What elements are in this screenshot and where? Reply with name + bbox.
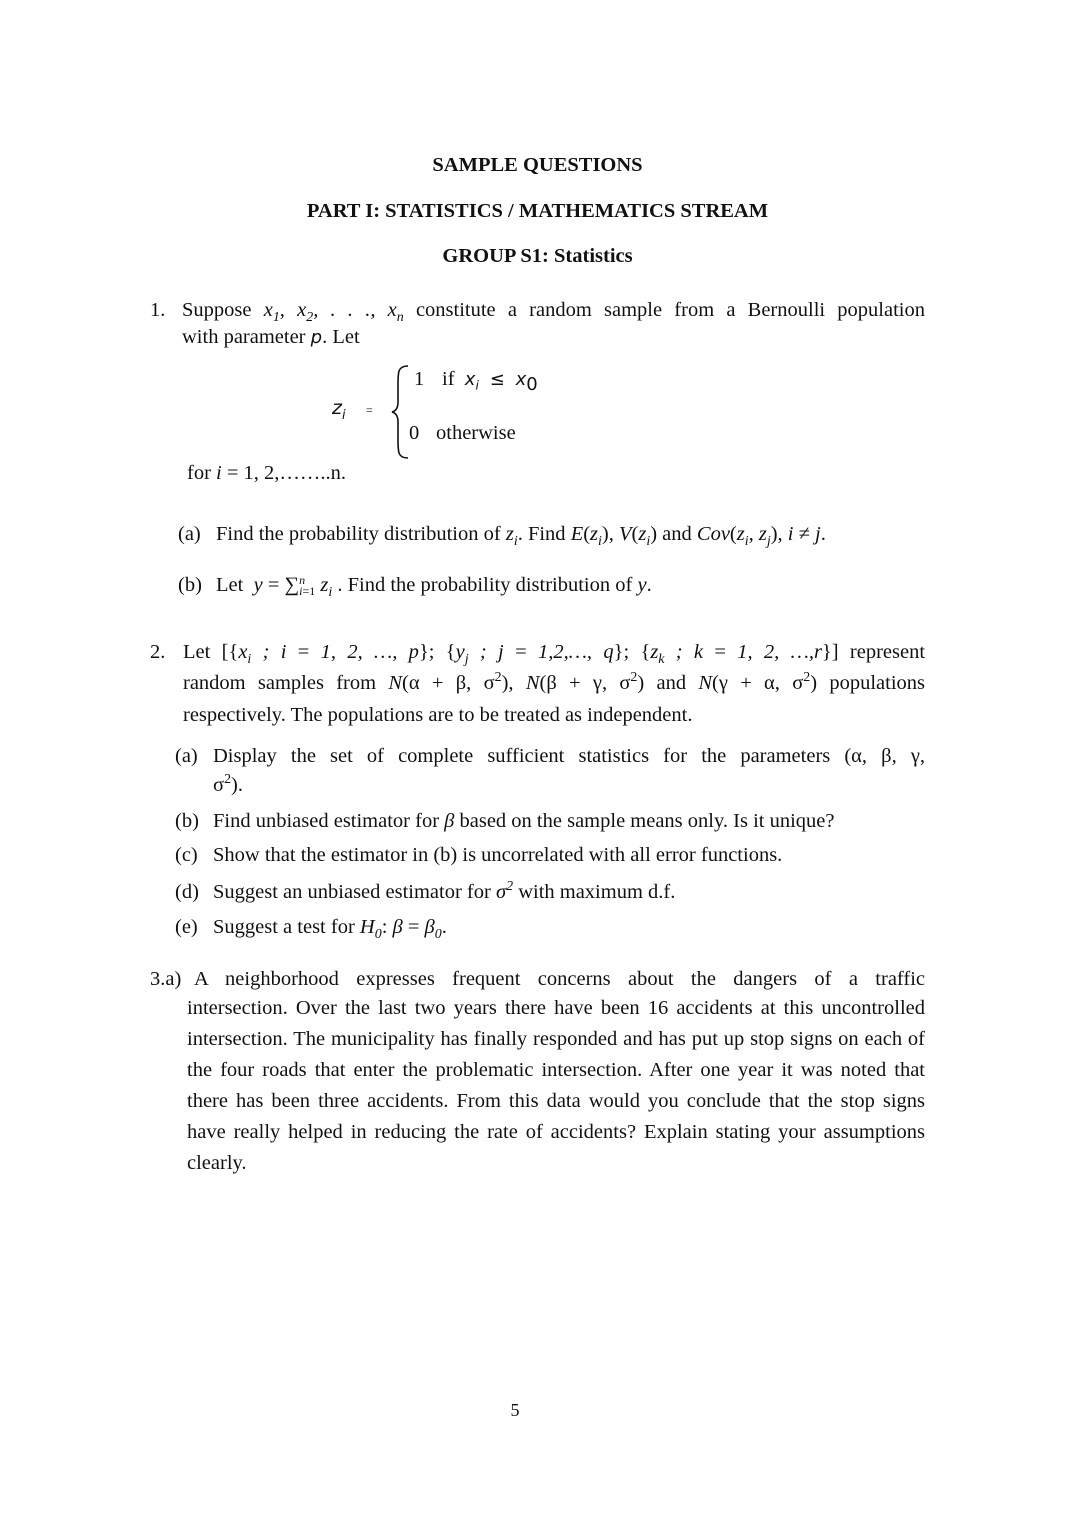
q3-body: intersection. Over the last two years there have been 16 accidents at this uncontrolled intersection. The municipality has finally responded and has put up stop signs on each of the four roads that enter the problematic intersection. After one year it was noted that there has been three accidents. From this data would you conclude that the stop signs have really helped in reducing the rate of accidents? Explain stating your assumptions clearly. (187, 997, 925, 1174)
left-brace-icon (390, 364, 410, 460)
q2b-text: Find unbiased estimator for β based on the sample means only. Is it unique? (213, 810, 835, 832)
q2d-label: (d) (175, 881, 199, 903)
page-number: 5 (510, 1400, 520, 1420)
q2d-text: Suggest an unbiased estimator for $\sigma^2$ with maximum d.f. (213, 879, 676, 903)
zi-symbol: $z_i$ (332, 397, 346, 423)
equals-sign: = (366, 403, 373, 417)
q3-first-line: A neighborhood expresses frequent concerns about the dangers of a traffic (194, 968, 925, 990)
case0-condition: otherwise (436, 422, 516, 444)
q1-intro-line2: with parameter p. Let (182, 326, 360, 348)
q3-number: 3.a) (150, 968, 182, 990)
case1-value: 1 (414, 368, 425, 390)
q1b-label: (b) (178, 574, 202, 596)
part-heading: PART I: STATISTICS / MATHEMATICS STREAM (306, 200, 769, 222)
q2a-text-cont: $\sigma^2$). (213, 772, 243, 796)
q2-line2: random samples from N(α + β, $\sigma^2$), N(β + γ, $\sigma^2$) and N(γ + α, $\sigma^2$) populations (183, 670, 925, 694)
case1-condition: if $x_i \le x_0$ (442, 368, 538, 396)
page-title: SAMPLE QUESTIONS (432, 154, 643, 176)
group-heading: GROUP S1: Statistics (442, 245, 633, 267)
q2a-text: Display the set of complete sufficient statistics for the parameters (α, β, γ, (213, 745, 925, 767)
q2-line1: Let [{$x_i$ ; i = 1, 2, …, p}; {$y_j$ ; j = 1,2,…, q}; {$z_k$ ; k = 1, 2, …,r}] represent (183, 641, 926, 668)
q1a-label: (a) (178, 523, 201, 545)
q2e-text: Suggest a test for $H_0$: $\beta = \beta_0$. (213, 916, 447, 943)
case0-value: 0 (409, 422, 420, 444)
q1-intro-line1: Suppose $x_1$, $x_2$, . . ., $x_n$ constitute a random sample from a Bernoulli population (182, 299, 925, 326)
q1b-text: Let y = ∑n i=1 $z_i$ . Find the probability distribution of y. (216, 573, 652, 601)
q2-number: 2. (150, 641, 166, 663)
q2c-text: Show that the estimator in (b) is uncorrelated with all error functions. (213, 844, 783, 866)
q2a-label: (a) (175, 745, 198, 767)
q1a-text: Find the probability distribution of $z_i$. Find $E(z_i)$, $V(z_i)$ and $Cov(z_i$, $z_j$), i ≠ j. (216, 523, 826, 550)
q1-range: for i = 1, 2,……..n. (187, 462, 347, 484)
q2e-label: (e) (175, 916, 198, 938)
q2-line3: respectively. The populations are to be treated as independent. (183, 704, 693, 726)
q2b-label: (b) (175, 810, 199, 832)
q2c-label: (c) (175, 844, 198, 866)
q1-number: 1. (150, 299, 166, 321)
